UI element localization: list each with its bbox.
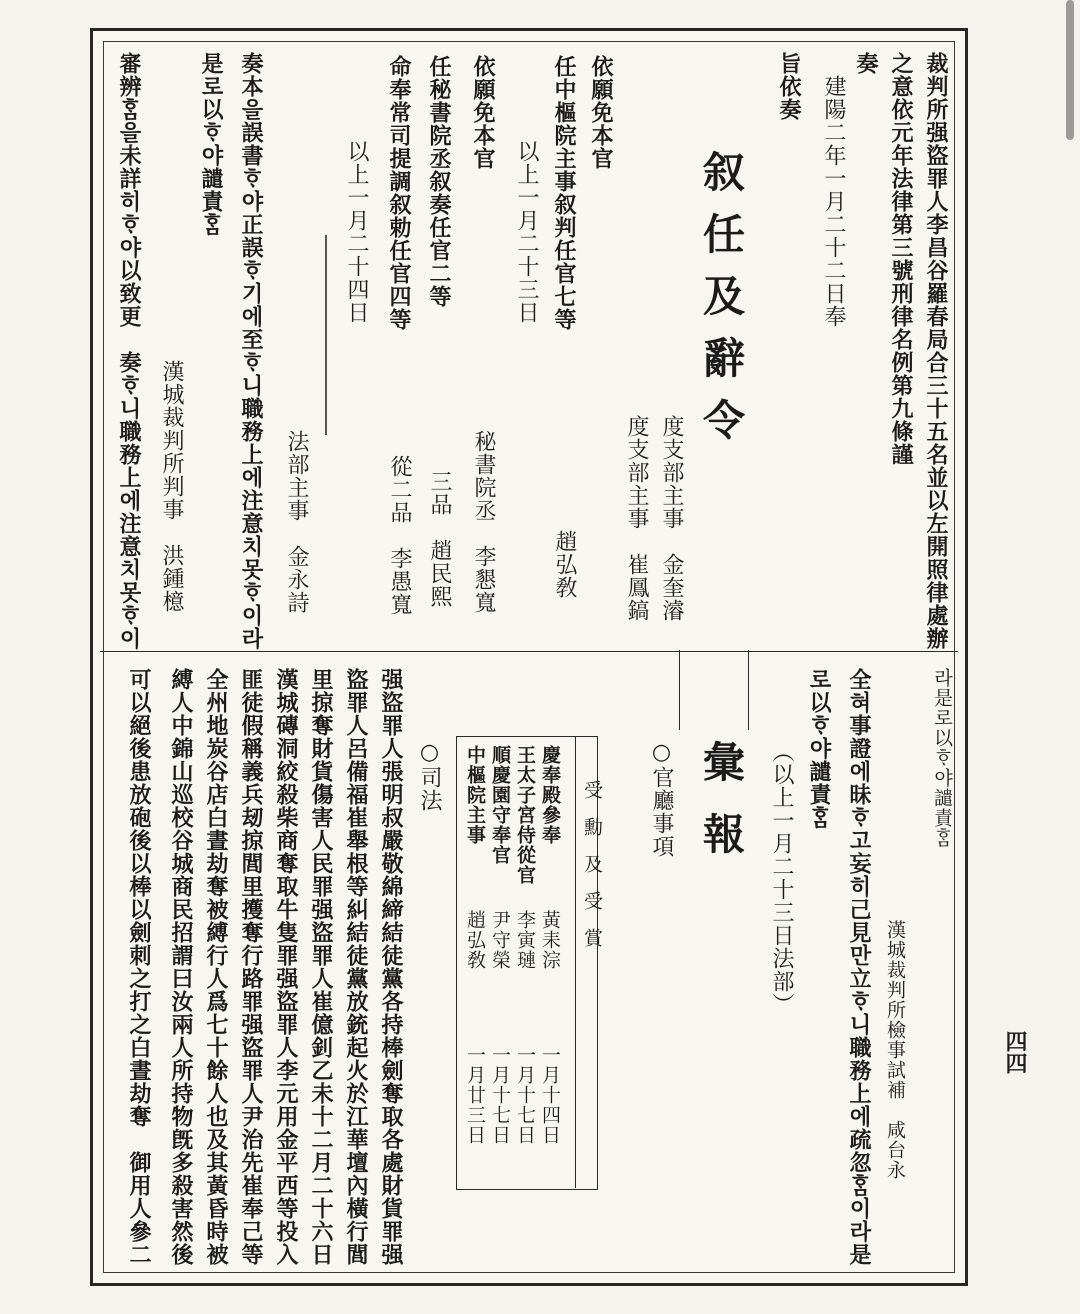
section-title: 叙任及辭令	[697, 150, 746, 460]
law-line: 可以絕後患放砲後以棒以劍刺之打之白晝劫奪 御用人參二	[126, 668, 152, 1266]
continued-body: 全혀事證에昧ᄒᆞ고妄히己見만立ᄒᆞ니職務上에疏忽ᄒᆞᆷ이라是	[846, 668, 872, 1266]
appointment-action: 依願免本官	[588, 55, 614, 170]
continued-date: （以上一月二十三日法部）	[769, 740, 794, 1016]
law-line: 强盜罪人張明叔嚴敬綿締結徒黨各持棒劍奪取各處財貨罪强	[378, 668, 404, 1266]
gazette-divider-line	[679, 650, 680, 730]
appointment-person: 度支部主事 崔鳳鎬	[624, 415, 649, 622]
table-name: 黃耒淙	[539, 910, 561, 970]
law-line: 匪徒假稱義兵刼掠閭里擭奪行路罪强盜罪人尹治先崔奉己等	[238, 668, 264, 1266]
gazette-title: 彙報	[697, 740, 746, 884]
law-line: 盜罪人呂備福崔舉根等糾結徒黨放銃起火於江華壇內橫行閭	[343, 668, 369, 1266]
page-number: 四四	[1002, 1030, 1028, 1074]
table-rank: 王太子宮侍從官	[514, 745, 536, 885]
appointment-action: 依願免本官	[470, 55, 496, 170]
table-name: 李寅璉	[514, 910, 536, 970]
gazette-divider-line	[748, 650, 749, 730]
memo-line: 是로以ᄒᆞ야譴責ᄒᆞᆷ	[198, 52, 224, 236]
appointment-person: 度支部主事 金奎濬	[659, 415, 684, 622]
appointment-action: 以上一月二十三日	[514, 140, 539, 324]
law-line: 漢城磚洞絞殺柴商奪取牛隻罪强盜罪人李元用金平西等投入	[273, 668, 299, 1266]
table-rank: 慶奉殿參奉	[539, 745, 561, 845]
date-line: 建陽二年一月二十二日奉	[821, 75, 846, 328]
appointment-action: 任中樞院主事叙判任官七等	[551, 55, 577, 331]
table-date: 一月十四日	[539, 1045, 561, 1145]
table-rank: 中樞院主事	[464, 745, 486, 845]
law-line: 全州地炭谷店白晝劫奪被縛行人爲七十餘人也及其黃昏時被	[203, 668, 229, 1266]
appointment-person: 從二品 李愚寬	[387, 455, 412, 616]
memo-signer: 法部主事 金永詩	[284, 430, 309, 614]
zou-mark: 奏	[853, 52, 879, 75]
table-date: 一月十七日	[489, 1045, 511, 1145]
zhi-mark: 旨依奏	[776, 52, 802, 121]
memo-line: 奏本을誤書ᄒᆞ야正誤ᄒᆞ기에至ᄒᆞ니職務上에注意치못ᄒᆞ이라	[238, 52, 264, 650]
section-heading: ○司法	[417, 740, 442, 812]
continued-signer: 漢城裁判所檢事試補 咸台永	[884, 920, 906, 1180]
ornament-divider	[325, 235, 327, 435]
table-name: 趙弘敎	[464, 910, 486, 970]
appointment-action: 任秘書院丞叙奏任官二等	[426, 55, 452, 308]
table-date: 一月十七日	[514, 1045, 536, 1145]
continued-line: 라是로以ᄒᆞ야譴責ᄒᆞᆷ	[931, 668, 953, 848]
case-text-line: 裁判所强盜罪人李昌谷羅春局合三十五名並以左開照律處辦	[923, 52, 949, 650]
appointment-person: 秘書院丞 李懇寬	[471, 430, 496, 614]
table-column-rule	[575, 736, 576, 1188]
appointment-action: 以上一月二十四日	[344, 140, 369, 324]
table-date: 一月廿三日	[464, 1045, 486, 1145]
section-divider	[100, 651, 958, 652]
law-line: 里掠奪財貨傷害人民罪强盜罪人崔億釗乙未十二月二十六日	[308, 668, 334, 1266]
appointment-action: 命奉常司提調叙勅任官四等	[386, 55, 412, 331]
appointment-person: 三品 趙民熙	[427, 470, 452, 608]
scrollbar[interactable]	[1066, 0, 1074, 140]
appointment-person: 趙弘敎	[552, 530, 577, 599]
table-name: 尹守榮	[489, 910, 511, 970]
continued-body: 로以ᄒᆞ야譴責ᄒᆞᆷ	[806, 668, 832, 829]
law-line: 縛人中錦山巡校谷城商民招謂曰汝兩人所持物旣多殺害然後	[168, 668, 194, 1266]
case-text-line: 之意依元年法律第三號刑律名例第九條謹	[888, 52, 914, 466]
table-header: 受勳及受賞	[581, 780, 603, 965]
memo-signer: 漢城裁判所判事 洪鍾檍	[159, 360, 184, 613]
section-heading: ○官廳事項	[649, 740, 674, 858]
table-rank: 順慶園守奉官	[489, 745, 511, 865]
memo-line: 審辨ᄒᆞᆷ을未詳히ᄒᆞ야以致更 奏ᄒᆞ니職務上에注意치못ᄒᆞ이	[116, 52, 142, 650]
